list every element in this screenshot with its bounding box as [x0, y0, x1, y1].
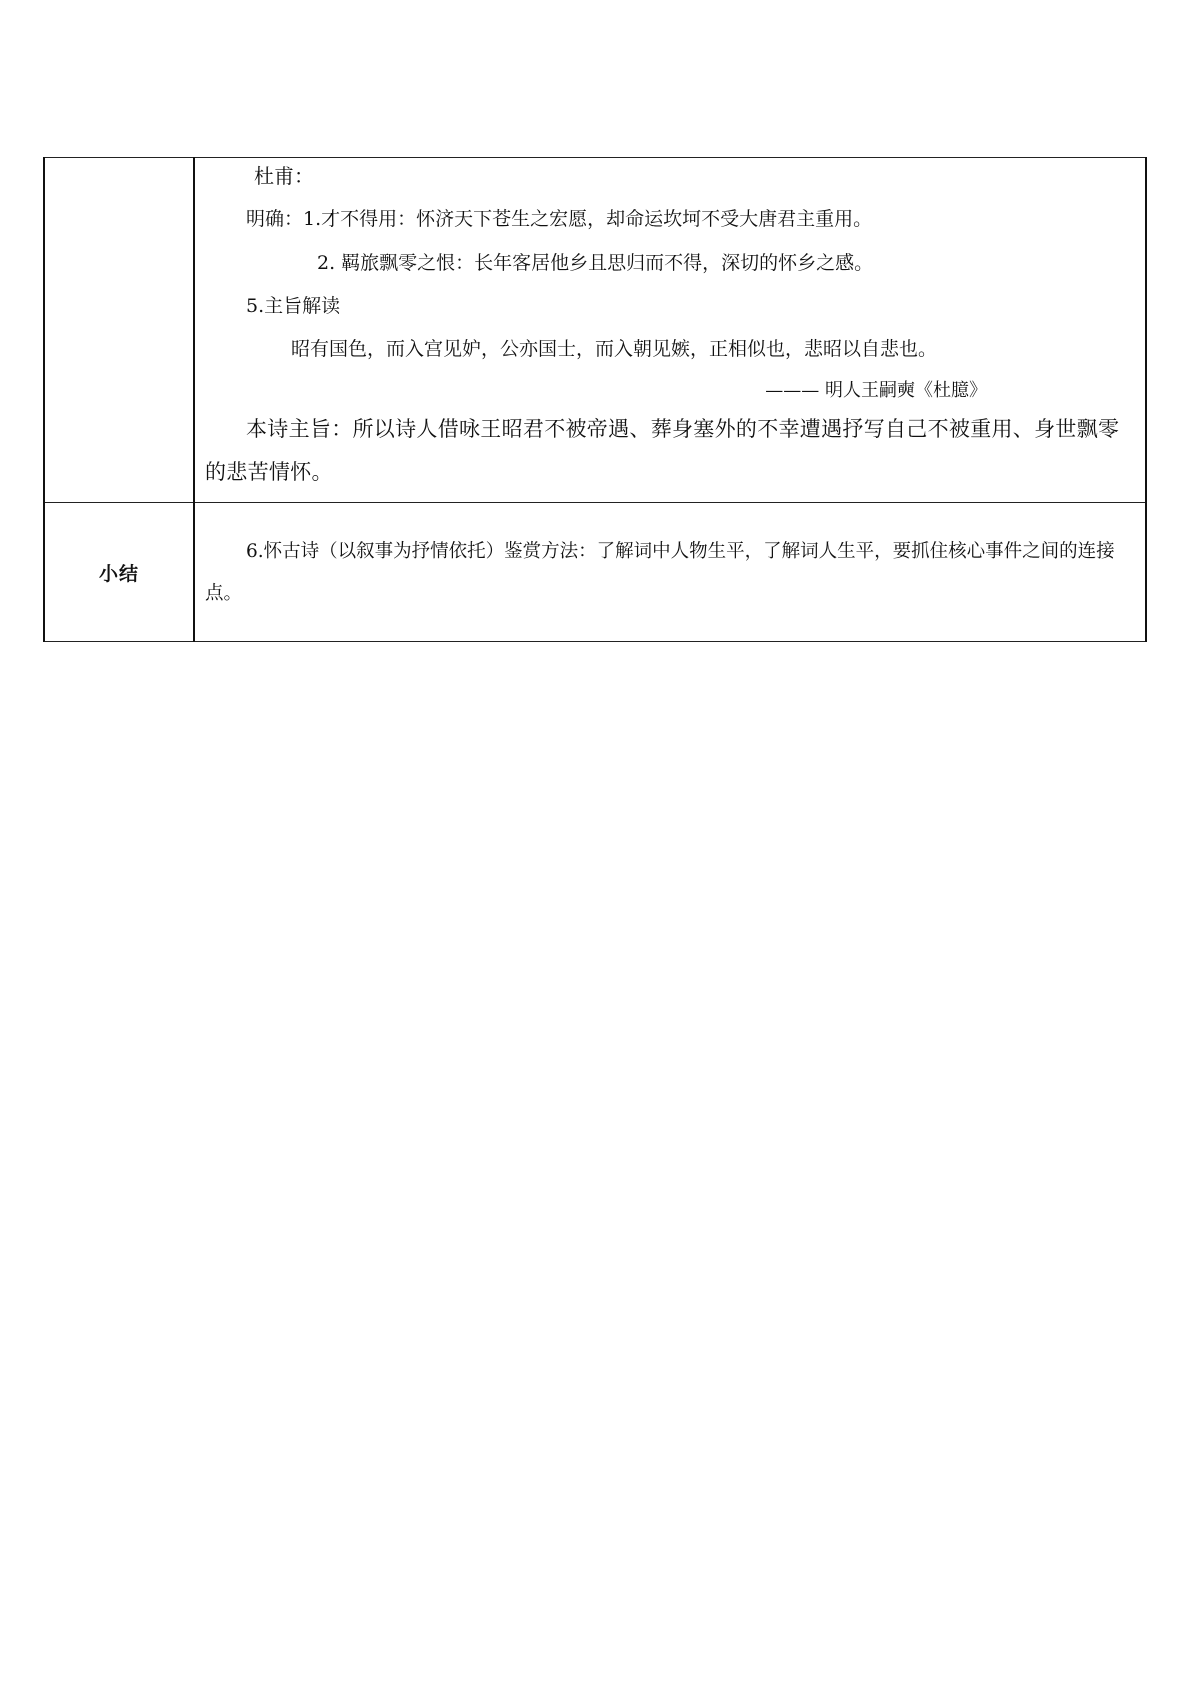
row-content-cell: [194, 503, 1146, 642]
summary-label: 小结: [98, 562, 139, 585]
clarify-point-1: 明确：1.才不得用：怀济天下苍生之宏愿，却命运坎坷不受大唐君主重用。: [246, 208, 873, 230]
clarify-point-2: 2. 羁旅飘零之恨：长年客居他乡且思归而不得，深切的怀乡之感。: [317, 252, 874, 274]
author-heading: 杜甫：: [254, 164, 314, 188]
quote-attribution: ——— 明人王嗣奭《杜臆》: [765, 380, 987, 401]
row-content-cell: [194, 158, 1146, 503]
row-label-cell: [44, 503, 194, 642]
row-label-cell: [44, 158, 194, 503]
table-row: [44, 503, 1146, 642]
lesson-table: [43, 157, 1147, 642]
analysis-content: [195, 158, 1145, 494]
summary-paragraph: 6.怀古诗（以叙事为抒情依托）鉴赏方法：了解词中人物生平，了解词人生平，要抓住核心事件之间的连接点。: [205, 541, 1115, 604]
quote-text: 昭有国色，而入宫见妒，公亦国士，而入朝见嫉，正相似也，悲昭以自悲也。: [291, 338, 938, 360]
section-heading: 5.主旨解读: [246, 295, 341, 317]
theme-paragraph: 本诗主旨：所以诗人借咏王昭君不被帝遇、葬身塞外的不幸遭遇抒写自己不被重用、身世飘零的悲苦情怀。: [205, 417, 1120, 484]
table-row: [44, 158, 1146, 503]
